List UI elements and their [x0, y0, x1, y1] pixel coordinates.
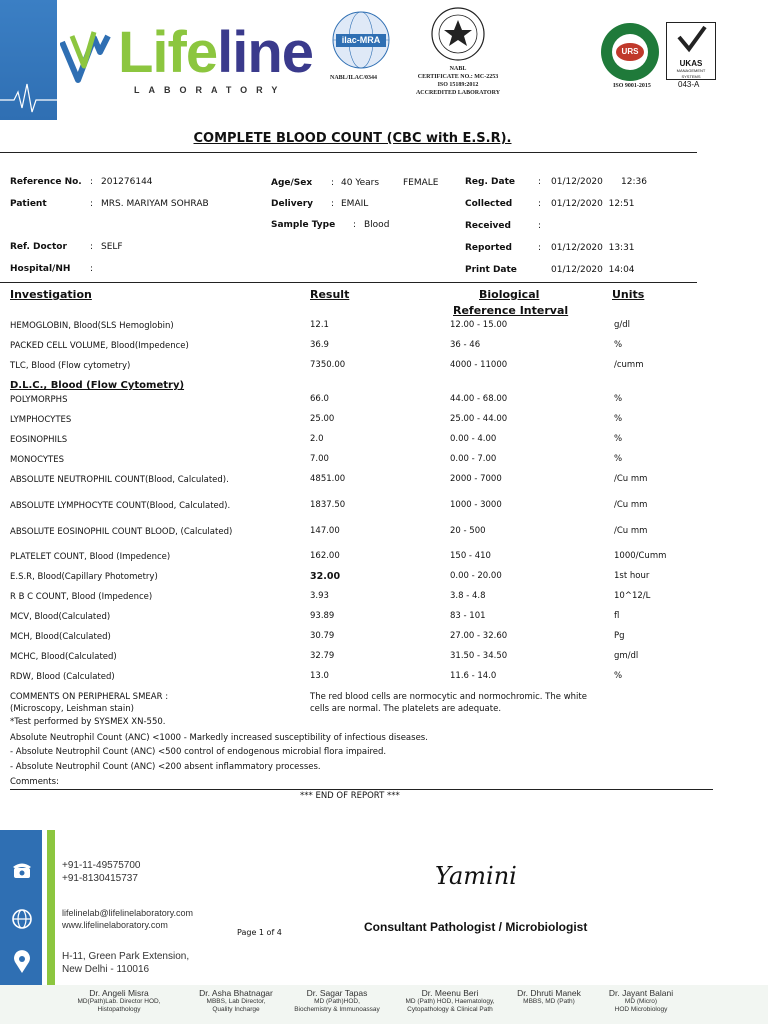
age-sex-label: Age/Sex	[271, 178, 313, 188]
test-result: 25.00	[310, 414, 335, 424]
sysmex-note: *Test performed by SYSMEX XN-550.	[10, 717, 166, 727]
reported-label: Reported	[465, 243, 512, 253]
ref-doctor-value: SELF	[101, 242, 123, 252]
test-result: 32.00	[310, 571, 341, 582]
test-result: 4851.00	[310, 474, 346, 484]
lifeline-logo	[118, 20, 314, 85]
phone-icon	[11, 860, 33, 880]
logo-subtitle: LABORATORY	[134, 85, 287, 95]
ref-no-label: Reference No.	[10, 177, 82, 187]
test-result: 162.00	[310, 551, 340, 561]
test-reference: 83 - 101	[450, 611, 486, 621]
doctor-desc-2: Histopathology	[97, 1006, 141, 1013]
smear-label-2: (Microscopy, Leishman stain)	[10, 704, 134, 714]
test-reference: 0.00 - 4.00	[450, 434, 497, 444]
ilac-mra-badge	[328, 10, 394, 70]
footer-green-bar	[47, 830, 55, 985]
col-biological: Biological	[479, 288, 540, 301]
test-reference: 12.00 - 15.00	[450, 320, 508, 330]
test-result: 147.00	[310, 526, 340, 536]
test-name: ABSOLUTE NEUTROPHIL COUNT(Blood, Calculated).	[10, 475, 229, 485]
end-of-report: *** END OF REPORT ***	[300, 791, 400, 801]
test-reference: 44.00 - 68.00	[450, 394, 508, 404]
ref-no-value: 201276144	[101, 177, 153, 187]
test-reference: 1000 - 3000	[450, 500, 502, 510]
doctor-1	[64, 988, 174, 1014]
web-link[interactable]: www.lifelinelaboratory.com	[62, 920, 168, 930]
urs-label: URS	[621, 47, 639, 56]
test-unit: 10^12/L	[614, 591, 651, 601]
logo-part2: line	[217, 20, 314, 85]
nabl-left-caption: NABL/ILAC/0344	[330, 75, 378, 81]
lifeline-logo-mark-icon	[60, 22, 120, 92]
ilac-label: ilac-MRA	[341, 35, 381, 45]
anc-note-3: - Absolute Neutrophil Count (ANC) <200 absent inflammatory processes.	[10, 762, 321, 772]
doctors-strip	[0, 985, 768, 1024]
delivery-label: Delivery	[271, 199, 314, 209]
doctor-desc-2: Cytopathology & Clinical Path	[407, 1006, 493, 1013]
doctor-desc-2: HOD Microbiology	[614, 1006, 668, 1013]
signatory-title: Consultant Pathologist / Microbiologist	[364, 920, 588, 934]
ukas-sub: MANAGEMENT SYSTEMS	[676, 68, 706, 79]
sample-type-label: Sample Type	[271, 220, 336, 230]
doctor-name: Dr. Angeli Misra	[89, 988, 149, 998]
sample-type-value: Blood	[364, 220, 390, 230]
test-name: MCHC, Blood(Calculated)	[10, 652, 117, 662]
test-name: POLYMORPHS	[10, 395, 68, 405]
doctor-desc-1: MD (Micro)	[624, 998, 658, 1005]
page-number: Page 1 of 4	[237, 928, 282, 937]
test-name: R B C COUNT, Blood (Impedence)	[10, 592, 153, 602]
location-pin-icon	[12, 950, 32, 974]
comments-label: Comments:	[10, 777, 59, 787]
signature: Yamini	[435, 862, 517, 890]
doctor-desc-2: Biochemistry & Immunoassay	[294, 1006, 380, 1013]
doctor-2	[181, 988, 291, 1014]
col-result: Result	[310, 288, 350, 301]
test-unit: /Cu mm	[614, 500, 648, 510]
patient-label: Patient	[10, 199, 47, 209]
test-unit: /Cu mm	[614, 526, 648, 536]
test-unit: %	[614, 414, 623, 424]
test-name: E.S.R, Blood(Capillary Photometry)	[10, 572, 158, 582]
test-reference: 4000 - 11000	[450, 360, 508, 370]
test-reference: 31.50 - 34.50	[450, 651, 508, 661]
test-result: 3.93	[310, 591, 329, 601]
patient-value: MRS. MARIYAM SOHRAB	[101, 199, 209, 209]
collected-value: 01/12/2020 12:51	[551, 199, 635, 209]
test-name: RDW, Blood (Calculated)	[10, 672, 115, 682]
test-result: 2.0	[310, 434, 324, 444]
test-name: MCH, Blood(Calculated)	[10, 632, 111, 642]
test-result: 93.89	[310, 611, 335, 621]
ref-doctor-label: Ref. Doctor	[10, 242, 67, 252]
test-unit: /cumm	[614, 360, 644, 370]
address-2: New Delhi - 110016	[62, 964, 150, 975]
test-reference: 27.00 - 32.60	[450, 631, 508, 641]
test-name: MCV, Blood(Calculated)	[10, 612, 111, 622]
collected-label: Collected	[465, 199, 513, 209]
smear-text-2: cells are normal. The platelets are adequate.	[310, 704, 502, 714]
test-unit: /Cu mm	[614, 474, 648, 484]
test-name: HEMOGLOBIN, Blood(SLS Hemoglobin)	[10, 321, 174, 331]
phone-2: +91-8130415737	[62, 873, 138, 884]
ukas-caption: 043-A	[678, 80, 700, 89]
nabl-caption-1: NABL	[449, 66, 467, 72]
test-result: 7.00	[310, 454, 329, 464]
title-divider	[0, 152, 697, 153]
test-name: MONOCYTES	[10, 455, 65, 465]
test-unit: %	[614, 394, 623, 404]
test-result: 30.79	[310, 631, 335, 641]
test-reference: 11.6 - 14.0	[450, 671, 497, 681]
doctor-name: Dr. Meenu Beri	[421, 988, 479, 998]
col-reference-interval: Reference Interval	[453, 304, 569, 317]
test-reference: 0.00 - 20.00	[450, 571, 502, 581]
doctor-name: Dr. Dhruti Manek	[517, 988, 581, 998]
nabl-caption-4: ACCREDITED LABORATORY	[415, 90, 501, 96]
doctor-name: Dr. Jayant Balani	[608, 988, 674, 998]
doctor-name: Dr. Sagar Tapas	[306, 988, 368, 998]
doctor-desc-1: MD (Path) HOD, Haematology,	[405, 998, 495, 1005]
info-divider	[0, 282, 697, 283]
test-unit: gm/dl	[614, 651, 639, 661]
nabl-seal-icon	[424, 6, 492, 66]
smear-text-1: The red blood cells are normocytic and normochromic. The white	[310, 692, 587, 702]
test-result: 7350.00	[310, 360, 346, 370]
test-unit: %	[614, 434, 623, 444]
urs-badge	[598, 22, 662, 82]
logo-part1: Life	[118, 20, 218, 85]
doctor-desc-1: MD(Path)Lab. Director HOD,	[77, 998, 161, 1005]
col-units: Units	[612, 288, 645, 301]
globe-icon	[11, 908, 33, 930]
anc-note-2: - Absolute Neutrophil Count (ANC) <500 control of endogenous microbial flora impaired.	[10, 747, 387, 757]
received-label: Received	[465, 221, 511, 231]
test-unit: 1st hour	[614, 571, 650, 581]
test-name: PACKED CELL VOLUME, Blood(Impedence)	[10, 341, 189, 351]
email-link[interactable]: lifelinelab@lifelinelaboratory.com	[62, 908, 194, 918]
ukas-badge	[666, 22, 716, 80]
test-reference: 25.00 - 44.00	[450, 414, 508, 424]
sex-value: FEMALE	[403, 178, 439, 188]
nabl-caption-3: ISO 15189:2012	[437, 82, 479, 88]
anc-note-1: Absolute Neutrophil Count (ANC) <1000 - Markedly increased susceptibility of infectious diseases.	[10, 733, 428, 743]
reg-date-label: Reg. Date	[465, 177, 515, 187]
hospital-label: Hospital/NH	[10, 264, 71, 274]
test-reference: 20 - 500	[450, 526, 486, 536]
test-result: 1837.50	[310, 500, 346, 510]
test-name: LYMPHOCYTES	[10, 415, 72, 425]
doctor-6	[586, 988, 696, 1014]
phone-1: +91-11-49575700	[62, 860, 141, 871]
nabl-caption-2: CERTIFICATE NO.: MC-2253	[417, 74, 499, 80]
test-unit: %	[614, 454, 623, 464]
test-reference: 3.8 - 4.8	[450, 591, 486, 601]
test-name: ABSOLUTE EOSINOPHIL COUNT BLOOD, (Calculated)	[10, 527, 233, 537]
address-1: H-11, Green Park Extension,	[62, 951, 190, 962]
test-result: 13.0	[310, 671, 329, 681]
doctor-name: Dr. Asha Bhatnagar	[199, 988, 273, 998]
doctor-desc-1: MBBS, MD (Path)	[523, 998, 575, 1005]
nabl-caption	[396, 65, 520, 97]
doctor-4	[395, 988, 505, 1014]
doctor-desc-1: MD (Path)HOD,	[314, 998, 360, 1005]
reg-date-value: 01/12/2020	[551, 177, 603, 187]
col-investigation: Investigation	[10, 288, 92, 301]
ukas-label: UKAS	[679, 59, 703, 68]
test-name: TLC, Blood (Flow cytometry)	[10, 361, 131, 371]
test-name: PLATELET COUNT, Blood (Impedence)	[10, 552, 171, 562]
doctor-desc-2: Quality Incharge	[212, 1006, 260, 1013]
urs-caption: ISO 9001-2015	[613, 83, 651, 89]
test-unit: Pg	[614, 631, 625, 641]
print-date-label: Print Date	[465, 265, 517, 275]
test-reference: 150 - 410	[450, 551, 491, 561]
print-date-value: 01/12/2020 14:04	[551, 265, 635, 275]
test-unit: fl	[614, 611, 620, 621]
test-result: 12.1	[310, 320, 329, 330]
heartbeat-icon	[0, 78, 57, 118]
test-result: 66.0	[310, 394, 329, 404]
age-value: 40 Years	[341, 178, 380, 188]
smear-label-1: COMMENTS ON PERIPHERAL SMEAR :	[10, 692, 169, 702]
test-unit: %	[614, 340, 623, 350]
end-divider	[10, 789, 713, 790]
doctor-3	[282, 988, 392, 1014]
reported-value: 01/12/2020 13:31	[551, 243, 635, 253]
test-unit: g/dl	[614, 320, 631, 330]
test-reference: 0.00 - 7.00	[450, 454, 497, 464]
dlc-heading: D.L.C., Blood (Flow Cytometry)	[10, 380, 185, 391]
delivery-value: EMAIL	[341, 199, 369, 209]
test-result: 36.9	[310, 340, 329, 350]
reg-time-value: 12:36	[621, 177, 647, 187]
test-name: ABSOLUTE LYMPHOCYTE COUNT(Blood, Calculated).	[10, 501, 231, 511]
test-unit: %	[614, 671, 623, 681]
test-reference: 36 - 46	[450, 340, 481, 350]
test-reference: 2000 - 7000	[450, 474, 502, 484]
doctor-desc-1: MBBS, Lab Director,	[206, 998, 266, 1005]
test-unit: 1000/Cumm	[614, 551, 667, 561]
report-title: COMPLETE BLOOD COUNT (CBC with E.S.R).	[193, 131, 512, 146]
ukas-crown-tick-icon	[667, 23, 715, 55]
test-name: EOSINOPHILS	[10, 435, 68, 445]
test-result: 32.79	[310, 651, 335, 661]
